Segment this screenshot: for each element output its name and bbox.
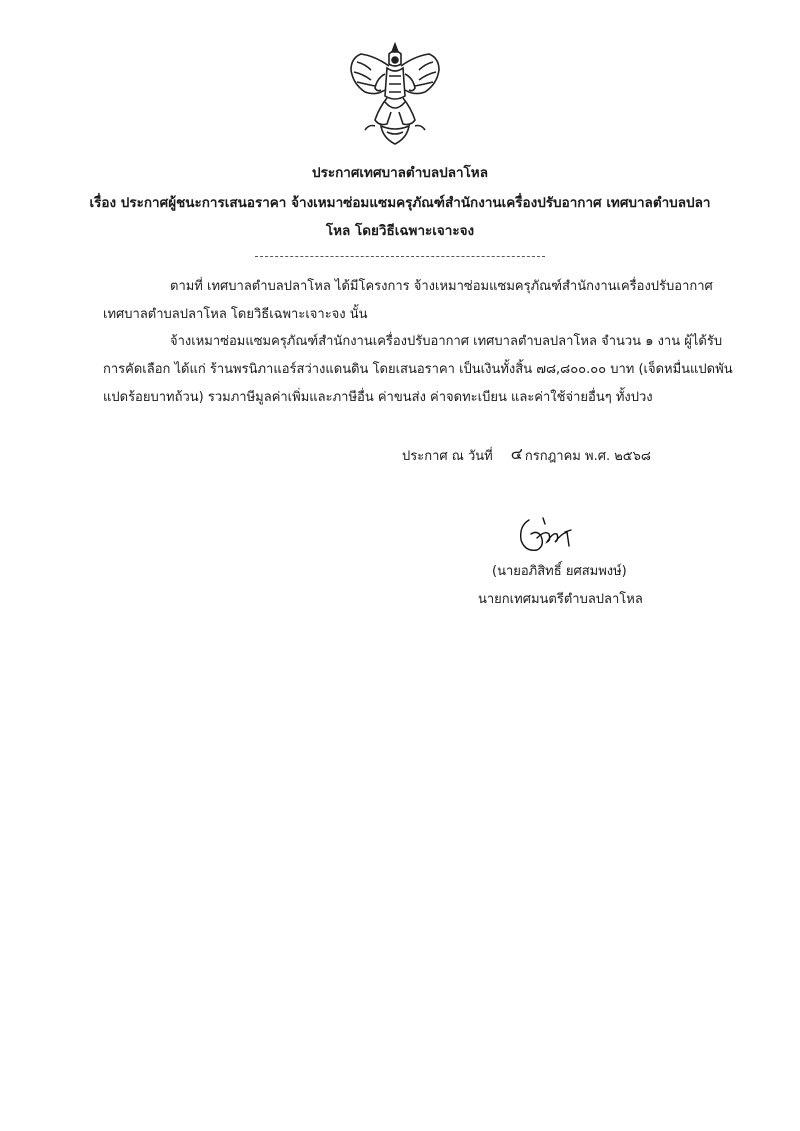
handwritten-signature <box>515 512 575 556</box>
body-line-1: ตามที่ เทศบาลตำบลปลาโหล ได้มีโครงการ จ้างเหมาซ่อมแซมครุภัณฑ์สำนักงานเครื่องปรับอากาศ <box>170 279 713 294</box>
date-prefix: ประกาศ ณ วันที่ <box>402 449 493 464</box>
date-month-year: กรกฎาคม พ.ศ. ๒๕๖๘ <box>524 449 651 464</box>
announcement-date <box>402 443 651 468</box>
signatory-name: (นายอภิสิทธิ์ ยศสมพงษ์) <box>492 564 627 579</box>
divider <box>255 256 545 257</box>
subject-line-2: โหล โดยวิธีเฉพาะเจาะจง <box>325 223 475 239</box>
date-day: ๔ <box>510 444 523 463</box>
garuda-emblem-icon <box>345 40 445 148</box>
announcement-title: ประกาศเทศบาลตำบลปลาโหล <box>312 165 488 181</box>
body-line-2: เทศบาลตำบลปลาโหล โดยวิธีเฉพาะเจาะจง นั้น <box>103 307 368 322</box>
signatory-position: นายกเทศมนตรีตำบลปลาโหล <box>478 592 643 607</box>
body-line-3: จ้างเหมาซ่อมแซมครุภัณฑ์สำนักงานเครื่องปรับอากาศ เทศบาลตำบลปลาโหล จำนวน ๑ งาน ผู้ได้รับ <box>170 334 723 349</box>
body-line-4: การคัดเลือก ได้แก่ ร้านพรนิภาแอร์สว่างแดนดิน โดยเสนอราคา เป็นเงินทั้งสิ้น ๗๘,๘๐๐.๐๐ บาท (เจ็ดหมื่นแปดพัน <box>103 362 733 377</box>
subject-line-1: เรื่อง ประกาศผู้ชนะการเสนอราคา จ้างเหมาซ่อมแซมครุภัณฑ์สำนักงานเครื่องปรับอากาศ เทศบาลตำบลปลา <box>89 195 711 211</box>
body-line-5: แปดร้อยบาทถ้วน) รวมภาษีมูลค่าเพิ่มและภาษีอื่น ค่าขนส่ง ค่าจดทะเบียน และค่าใช้จ่ายอื่นๆ ทั้งปวง <box>103 390 653 405</box>
